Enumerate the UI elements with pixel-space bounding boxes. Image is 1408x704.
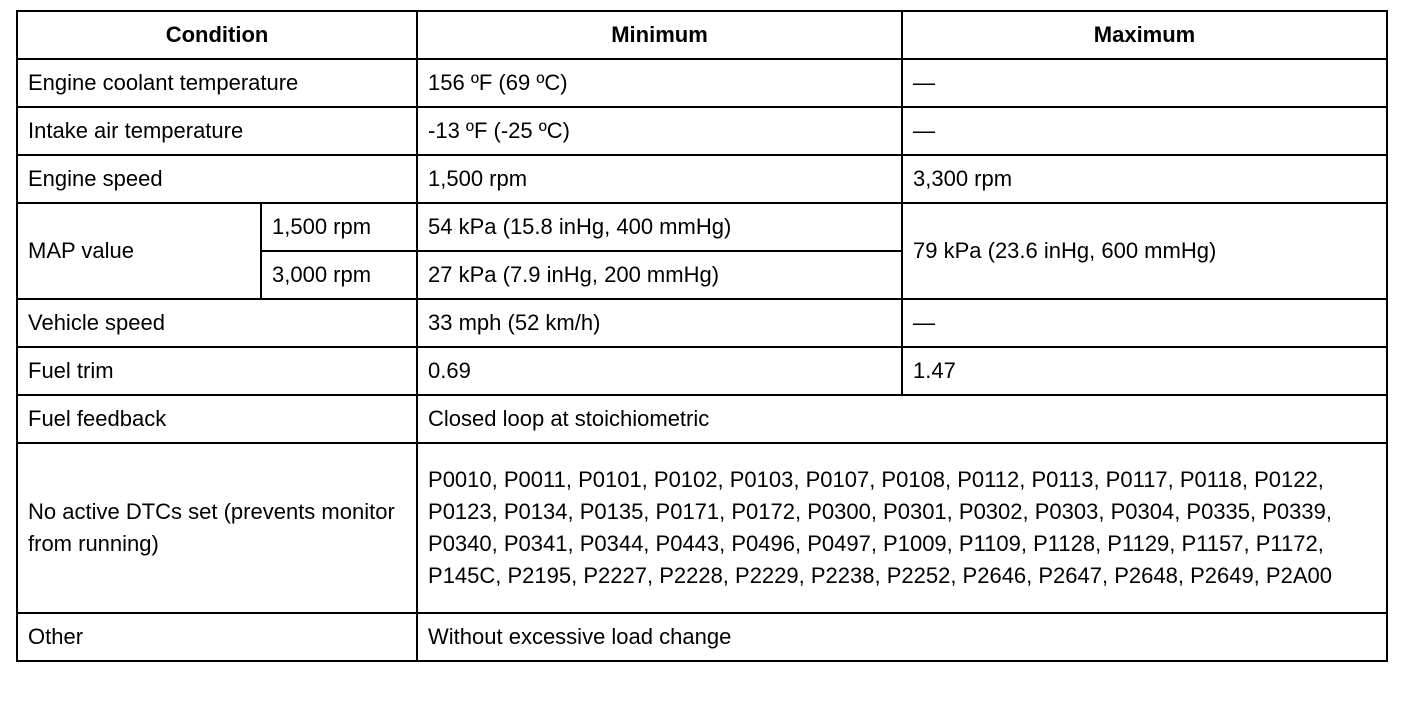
minimum-cell: 156 ºF (69 ºC)	[417, 59, 902, 107]
table-row	[17, 347, 1387, 395]
maximum-cell: 1.47	[902, 347, 1387, 395]
maximum-cell: 79 kPa (23.6 inHg, 600 mmHg)	[902, 203, 1387, 299]
minimum-cell: 54 kPa (15.8 inHg, 400 mmHg)	[417, 203, 902, 251]
table-row	[17, 203, 1387, 251]
condition-cell: Other	[17, 613, 417, 661]
table-row	[17, 299, 1387, 347]
condition-cell: MAP value	[17, 203, 261, 299]
table-row	[17, 443, 1387, 613]
table-row	[17, 107, 1387, 155]
condition-cell: Vehicle speed	[17, 299, 417, 347]
minimum-header: Minimum	[417, 11, 902, 59]
maximum-cell: —	[902, 107, 1387, 155]
rpm-subcondition-cell: 1,500 rpm	[261, 203, 417, 251]
header-row	[17, 11, 1387, 59]
maximum-header: Maximum	[902, 11, 1387, 59]
condition-cell: Intake air temperature	[17, 107, 417, 155]
monitor-conditions-table	[16, 10, 1388, 662]
maximum-cell: —	[902, 59, 1387, 107]
maximum-cell: 3,300 rpm	[902, 155, 1387, 203]
maximum-cell: —	[902, 299, 1387, 347]
condition-cell: No active DTCs set (prevents monitor from running)	[17, 443, 417, 613]
condition-cell: Engine coolant temperature	[17, 59, 417, 107]
condition-cell: Fuel trim	[17, 347, 417, 395]
minimum-cell: 27 kPa (7.9 inHg, 200 mmHg)	[417, 251, 902, 299]
minimum-cell: 0.69	[417, 347, 902, 395]
value-cell: Closed loop at stoichiometric	[417, 395, 1387, 443]
dtc-list: P0010, P0011, P0101, P0102, P0103, P0107, P0108, P0112, P0113, P0117, P0118, P0122, P0123, P0134, P0135, P0171, P0172, P0300, P0301, P0302, P0303, P0304, P0335, P0339, P0340, P0341, P0344, P0443, P0496, P0497, P1009, P1109, P1128, P1129, P1157, P1172, P145C, P2195, P2227, P2228, P2229, P2238, P2252, P2646, P2647, P2648, P2649, P2A00	[428, 467, 1332, 588]
table-row	[17, 395, 1387, 443]
dtc-list-cell	[417, 443, 1387, 613]
condition-cell: Engine speed	[17, 155, 417, 203]
rpm-subcondition-cell: 3,000 rpm	[261, 251, 417, 299]
table-row	[17, 613, 1387, 661]
minimum-cell: 1,500 rpm	[417, 155, 902, 203]
condition-header: Condition	[17, 11, 417, 59]
table-row	[17, 59, 1387, 107]
condition-cell: Fuel feedback	[17, 395, 417, 443]
table-row	[17, 155, 1387, 203]
minimum-cell: 33 mph (52 km/h)	[417, 299, 902, 347]
minimum-cell: -13 ºF (-25 ºC)	[417, 107, 902, 155]
value-cell: Without excessive load change	[417, 613, 1387, 661]
